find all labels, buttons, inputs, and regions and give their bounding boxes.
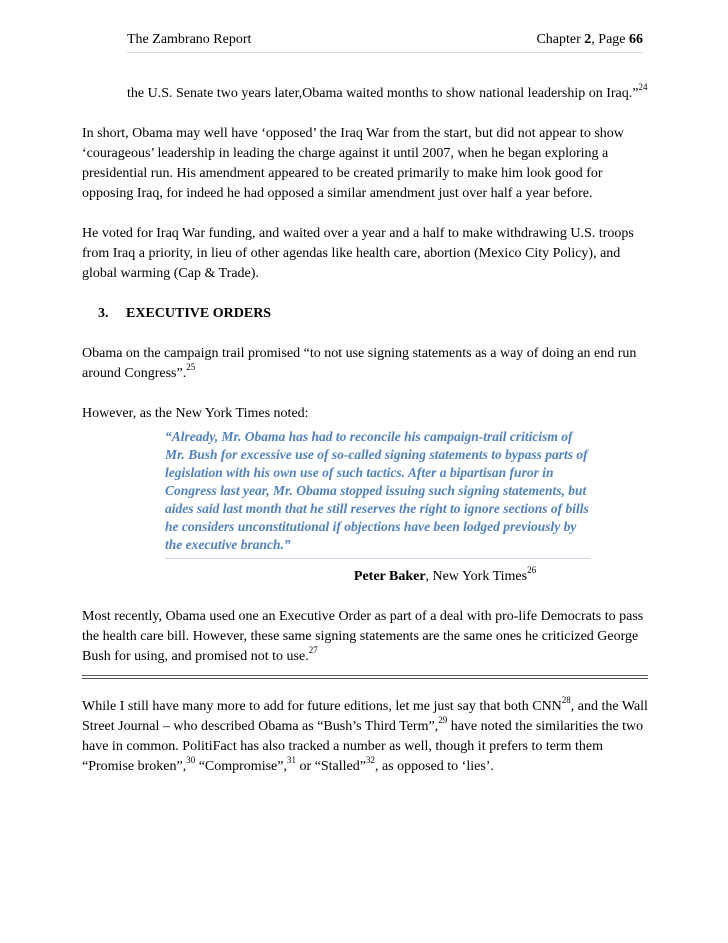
future-editions-text-e: or “Stalled” bbox=[295, 759, 366, 774]
section-title: EXECUTIVE ORDERS bbox=[126, 306, 272, 321]
paragraph-campaign-promise bbox=[82, 344, 648, 384]
paragraph-executive-order bbox=[82, 607, 648, 667]
paragraph-nyt-intro: However, as the New York Times noted: bbox=[82, 406, 309, 421]
paragraph-iraq-funding: He voted for Iraq War funding, and waited over a year and a half to make withdrawing U.S. troops from Iraq a priority, in lieu of other agendas like health care, abortion (Mexico City Policy), and global warming (Cap & Trade). bbox=[82, 226, 634, 281]
attribution-source: , New York Times bbox=[425, 569, 528, 584]
footnote-27: 27 bbox=[308, 645, 318, 656]
future-editions-text-b: , and the Wall Street Journal – who described Obama as “Bush’s Third Term”, bbox=[82, 699, 648, 734]
quote-attribution bbox=[82, 567, 648, 587]
future-editions-text-a: While I still have many more to add for future editions, let me just say that both CNN bbox=[82, 699, 562, 714]
footnote-31: 31 bbox=[286, 755, 296, 766]
section-divider bbox=[82, 675, 648, 679]
chapter-label: Chapter bbox=[536, 32, 585, 47]
footnote-26: 26 bbox=[527, 565, 537, 576]
section-heading bbox=[82, 304, 648, 324]
continued-quote-text: the U.S. Senate two years later,Obama waited months to show national leadership on Iraq.” bbox=[127, 86, 639, 101]
document-body bbox=[82, 84, 648, 777]
section-number: 3. bbox=[98, 306, 109, 321]
future-editions-text-c: have noted the similarities the two have in common. PolitiFact has also tracked a number as well, though it prefers to term them “Promise broken”, bbox=[82, 719, 644, 774]
chapter-number: 2 bbox=[584, 32, 592, 47]
paragraph-in-short: In short, Obama may well have ‘opposed’ the Iraq War from the start, but did not appear to show ‘courageous’ leadership in leading the charge against it until 2007, when he began exploring a presidential run. His amendment appeared to be created primarily to make him look good for opposing Iraq, for indeed he had opposed a similar amendment just over half a year before. bbox=[82, 126, 624, 201]
future-editions-text-d: “Compromise”, bbox=[195, 759, 287, 774]
executive-order-text: Most recently, Obama used one an Executive Order as part of a deal with pro-life Democrats to pass the health care bill. However, these same signing statements are the same ones he criticized George Bush for using, and promised not to use. bbox=[82, 609, 644, 664]
block-quote: “Already, Mr. Obama has had to reconcile his campaign-trail criticism of Mr. Bush for excessive use of so-called signing statements to bypass parts of legislation with his own use of such tactics. After a bipartisan furor in Congress last year, Mr. Obama stopped issuing such signing statements, but aides said last month that he still reserves the right to ignore sections of bills he considers unconstitutional if objections have been lodged previously by the executive branch.” bbox=[165, 428, 590, 559]
page-label: , Page bbox=[591, 32, 629, 47]
continued-quote-paragraph bbox=[82, 84, 648, 104]
footnote-24: 24 bbox=[638, 82, 648, 93]
footnote-28: 28 bbox=[561, 695, 571, 706]
attribution-author: Peter Baker bbox=[353, 569, 426, 584]
report-title: The Zambrano Report bbox=[127, 32, 252, 47]
page-header bbox=[127, 32, 643, 48]
campaign-promise-text: Obama on the campaign trail promised “to not use signing statements as a way of doing an end run around Congress”. bbox=[82, 346, 637, 381]
footnote-25: 25 bbox=[186, 362, 196, 373]
chapter-page-label bbox=[536, 32, 643, 48]
future-editions-text-f: , as opposed to ‘lies’. bbox=[374, 759, 494, 774]
footnote-32: 32 bbox=[365, 755, 375, 766]
page-number: 66 bbox=[629, 32, 643, 47]
footnote-30: 30 bbox=[186, 755, 196, 766]
header-divider bbox=[127, 52, 643, 53]
paragraph-future-editions bbox=[82, 697, 648, 777]
footnote-29: 29 bbox=[438, 715, 448, 726]
